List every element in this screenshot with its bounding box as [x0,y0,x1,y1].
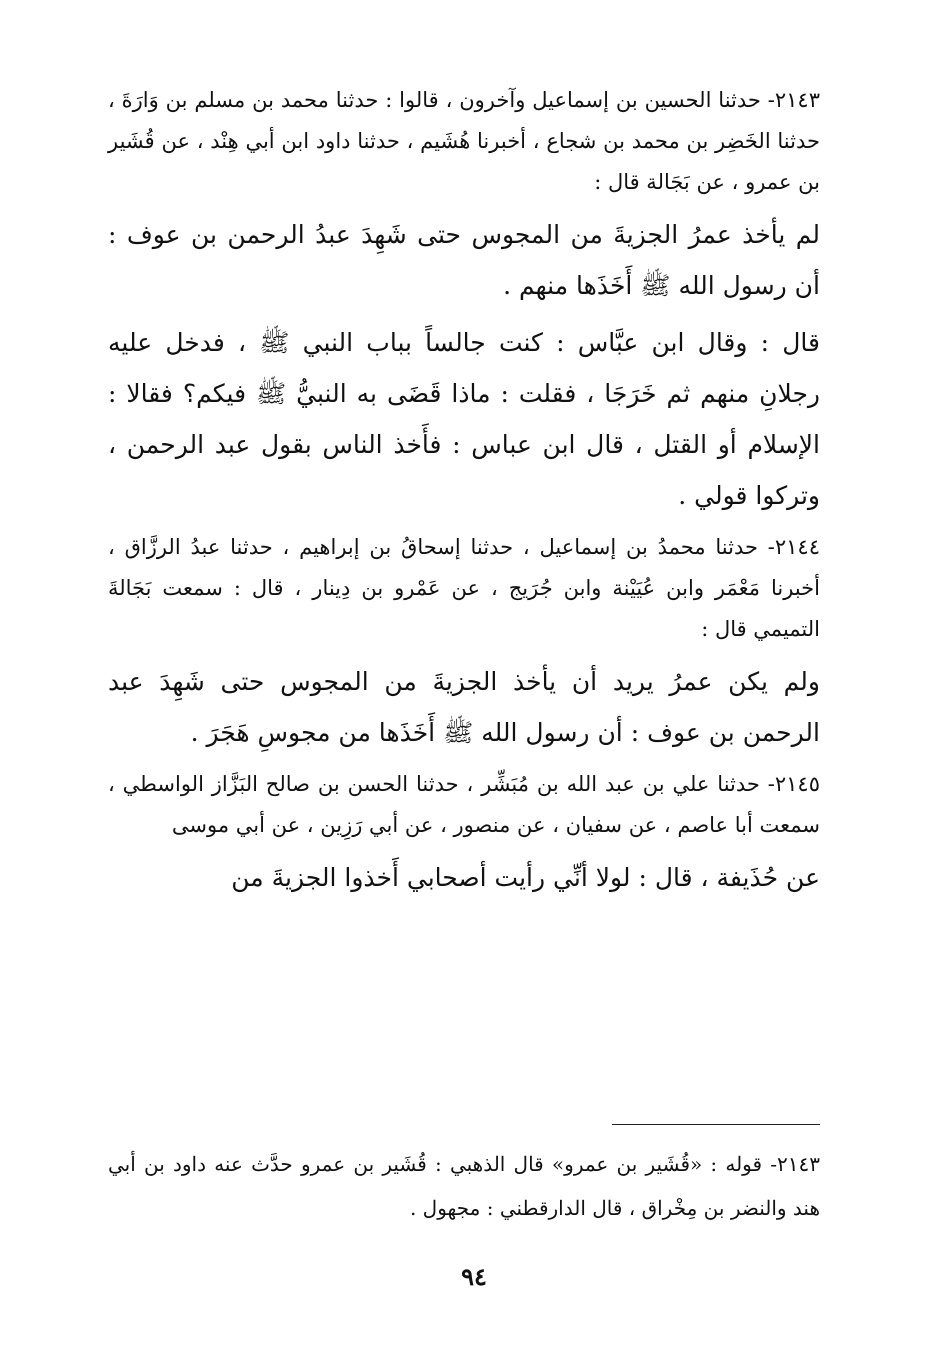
footnote-divider [612,1124,820,1125]
page-number: ٩٤ [461,1262,487,1291]
isnad-2145: ٢١٤٥- حدثنا علي بن عبد الله بن مُبَشِّر ، حدثنا الحسن بن صالح البَزَّاز الواسطي ، سمعت أبا عاصم ، عن سفيان ، عن منصور ، عن أبي رَزِين ، عن أبي موسى [108,772,820,837]
main-text [108,80,820,909]
hadith-text: ولم يكن عمرُ يريد أن يأخذ الجزيةَ من المجوس حتى شَهِدَ عبد الرحمن بن عوف : أن رسول الله ﷺ أَخَذَها من مجوسِ هَجَرَ . [108,667,820,747]
isnad-2143: ٢١٤٣- حدثنا الحسين بن إسماعيل وآخرون ، قالوا : حدثنا محمد بن مسلم بن وَارَةَ ، حدثنا الخَضِر بن محمد بن شجاع ، أخبرنا هُشَيم ، حدثنا داود ابن أبي هِنْد ، عن قُشَير بن عمرو ، عن بَجَالة قال : [108,88,820,194]
hadith-text: قال : وقال ابن عبَّاس : كنت جالساً بباب النبي ﷺ ، فدخل عليه رجلانِ منهم ثم خَرَجَا ، فقلت : ماذا قَضَى به النبيُّ ﷺ فيكم؟ فقالا : الإسلام أو القتل ، قال ابن عباس : فأَخذ الناس بقول عبد الرحمن ، وتركوا قولي . [108,328,820,510]
footnote: ٢١٤٣- قوله : «قُشَير بن عمرو» قال الذهبي : قُشَير بن عمرو حدَّث عنه داود بن أبي هند والنضر بن مِخْراق ، قال الدارقطني : مجهول . [108,1152,820,1220]
hadith-text: عن حُذَيفة ، قال : لولا أنِّي رأيت أصحابي أَخذوا الجزيةَ من [231,863,820,892]
isnad-2144: ٢١٤٤- حدثنا محمدُ بن إسماعيل ، حدثنا إسحاقُ بن إبراهيم ، حدثنا عبدُ الرزَّاق ، أخبرنا مَعْمَر وابن عُيَيْنة وابن جُرَيج ، عن عَمْرو بن دِينار ، قال : سمعت بَجَالةَ التميمي قال : [108,535,820,641]
hadith-text: لم يأخذ عمرُ الجزيةَ من المجوس حتى شَهِدَ عبدُ الرحمن بن عوف : أن رسول الله ﷺ أَخَذَها منهم . [108,220,820,300]
